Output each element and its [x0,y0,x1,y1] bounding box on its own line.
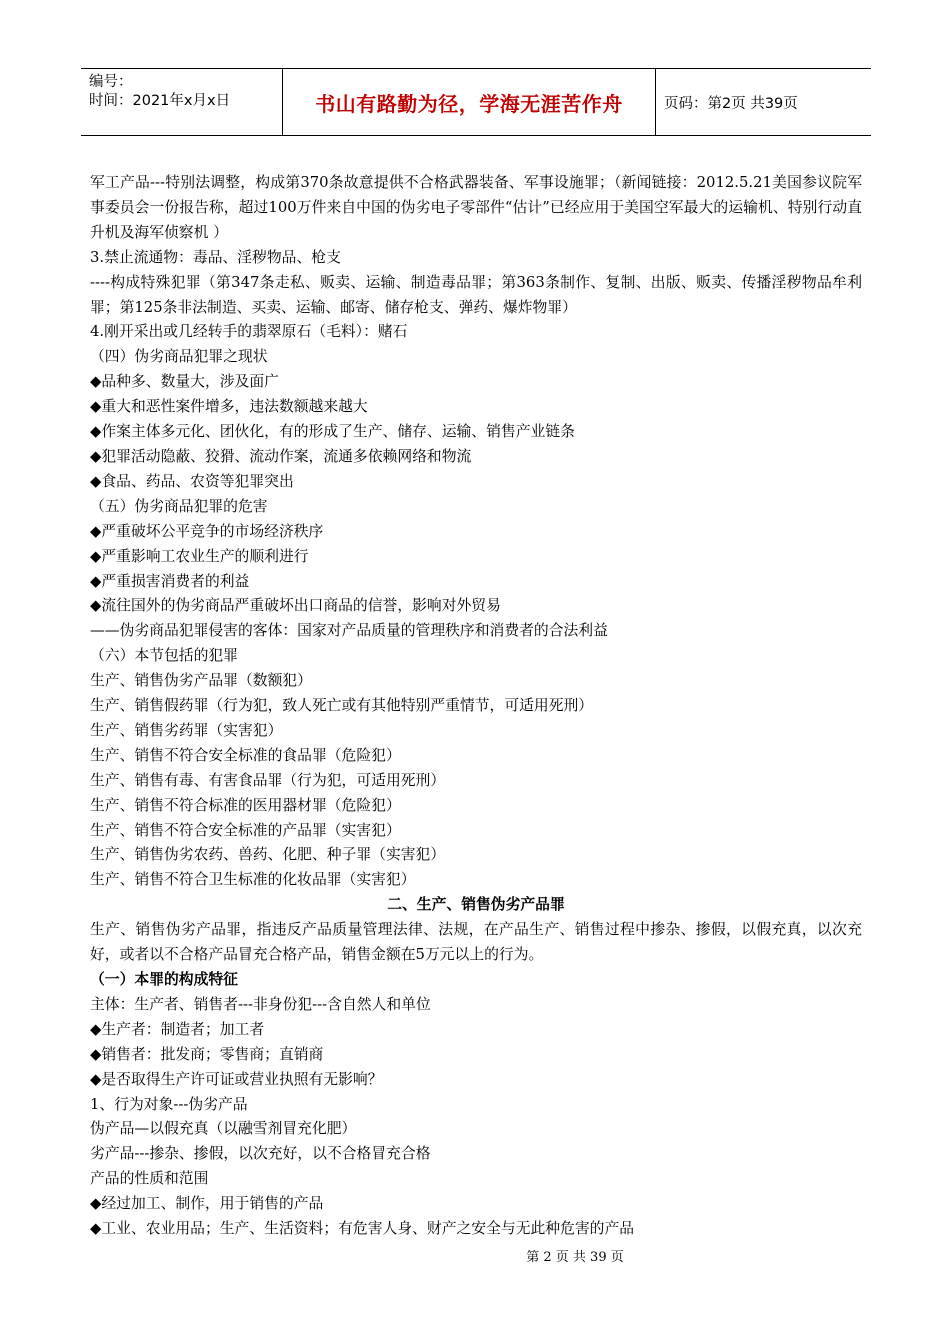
text-line: ----构成特殊犯罪（第347条走私、贩卖、运输、制造毒品罪；第363条制作、复制、出版、贩卖、传播淫秽物品牟利罪；第125条非法制造、买卖、运输、邮寄、储存枪支、弹药、爆炸物罪） [90,273,862,316]
text-line: （四）伪劣商品犯罪之现状 [90,348,268,366]
text-line: 1、行为对象---伪劣产品 [90,1095,248,1113]
text-line: （六）本节包括的犯罪 [90,647,238,665]
document-number-label: 编号： [89,74,133,90]
text-line: ◆销售者：批发商；零售商；直销商 [90,1045,324,1063]
text-line: ◆作案主体多元化、团伙化，有的形成了生产、储存、运输、销售产业链条 [90,423,575,441]
text-line: 伪产品—以假充真（以融雪剂冒充化肥） [90,1120,357,1138]
text-line: 生产、销售不符合标准的医用器材罪（危险犯） [90,796,401,814]
text-line: ◆严重损害消费者的利益 [90,572,250,590]
header-motto: 书山有路勤为径，学海无涯苦作舟 [283,69,656,135]
text-line: ◆工业、农业用品；生产、生活资料；有危害人身、财产之安全与无此种危害的产品 [90,1220,635,1238]
text-line: ◆犯罪活动隐蔽、狡猾、流动作案，流通多依赖网络和物流 [90,447,472,465]
text-line: ◆严重影响工农业生产的顺利进行 [90,547,309,565]
text-line: ◆严重破坏公平竞争的市场经济秩序 [90,522,324,540]
text-line: ◆经过加工、制作，用于销售的产品 [90,1195,324,1213]
text-line: 3.禁止流通物：毒品、淫秽物品、枪支 [90,248,341,266]
text-line: 生产、销售有毒、有害食品罪（行为犯，可适用死刑） [90,771,446,789]
text-line: 劣产品---掺杂、掺假，以次充好，以不合格冒充合格 [90,1145,431,1163]
header-meta [81,69,283,135]
text-line: ◆是否取得生产许可证或营业执照有无影响？ [90,1070,383,1088]
text-line: ——伪劣商品犯罪侵害的客体：国家对产品质量的管理秩序和消费者的合法利益 [90,622,608,640]
text-line: 产品的性质和范围 [90,1170,209,1188]
text-line: 生产、销售伪劣产品罪，指违反产品质量管理法律、法规，在产品生产、销售过程中掺杂、掺假，以假充真，以次充好，或者以不合格产品冒充合格产品，销售金额在5万元以上的行为。 [90,921,862,964]
subsection-heading: （一）本罪的构成特征 [90,971,238,988]
header-page-number: 页码：第2页 共39页 [664,95,798,112]
text-line: 主体：生产者、销售者---非身份犯---含自然人和单位 [90,995,431,1013]
section-heading: 二、生产、销售伪劣产品罪 [387,896,565,914]
text-line: ◆流往国外的伪劣商品严重破坏出口商品的信誉，影响对外贸易 [90,597,501,615]
text-line: 生产、销售假药罪（行为犯，致人死亡或有其他特别严重情节，可适用死刑） [90,697,594,715]
text-line: 生产、销售不符合卫生标准的化妆品罪（实害犯） [90,871,416,889]
page-header [81,68,871,136]
text-line: 生产、销售劣药罪（实害犯） [90,721,283,739]
text-line: 生产、销售伪劣产品罪（数额犯） [90,672,312,690]
text-line: 生产、销售不符合安全标准的产品罪（实害犯） [90,821,401,839]
text-line: ◆食品、药品、农资等犯罪突出 [90,472,294,490]
text-line: 生产、销售不符合安全标准的食品罪（危险犯） [90,746,401,764]
text-line: ◆品种多、数量大，涉及面广 [90,373,279,391]
text-line: ◆生产者：制造者；加工者 [90,1020,265,1038]
text-line: 4.刚开采出或几经转手的翡翠原石（毛料）：赌石 [90,323,408,341]
text-line: 军工产品---特别法调整，构成第370条故意提供不合格武器装备、军事设施罪；（新闻链接：2012.5.21美国参议院军事委员会一份报告称，超过100万件来自中国的伪劣电子零部件“估计”已经应用于美国空军最大的运输机、特别行动直升机及海军侦察机 ） [90,174,862,241]
page-footer: 第 2 页 共 39 页 [526,1250,624,1265]
text-line: ◆重大和恶性案件增多，违法数额越来越大 [90,398,368,416]
document-date-label: 时间：2021年x月x日 [89,93,231,109]
text-line: 生产、销售伪劣农药、兽药、化肥、种子罪（实害犯） [90,846,446,864]
text-line: （五）伪劣商品犯罪的危害 [90,497,268,515]
document-body [90,171,862,1242]
